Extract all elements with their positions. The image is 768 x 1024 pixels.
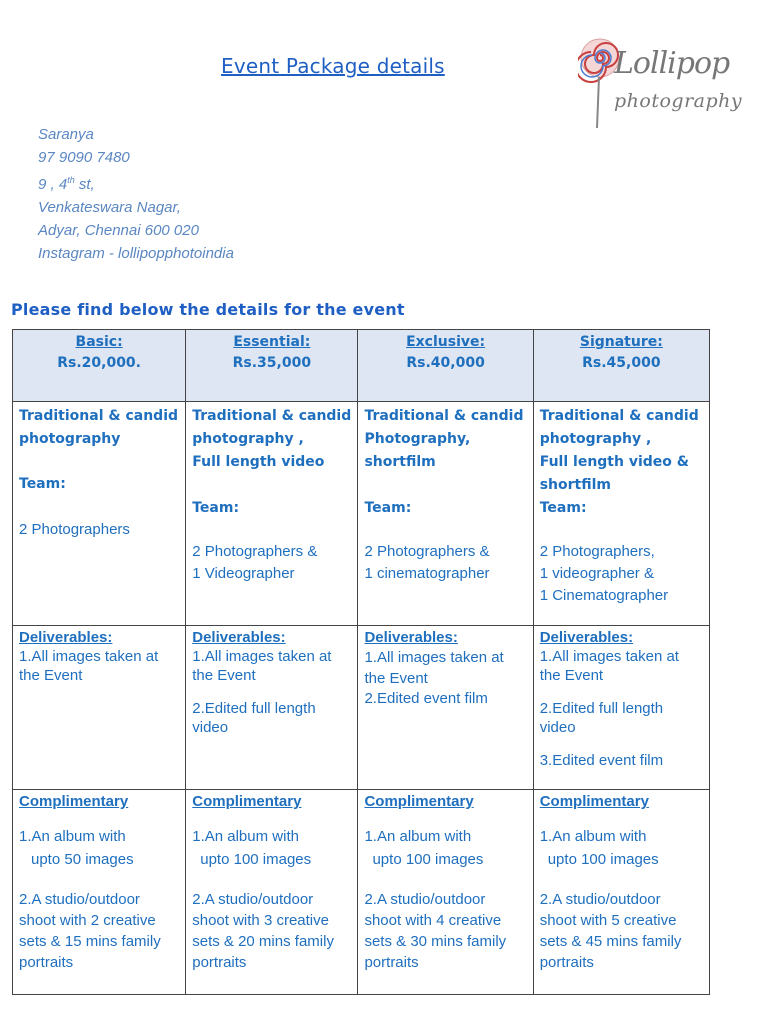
package-header: Basic: Rs.20,000. <box>13 330 186 402</box>
deliverables-cell: Deliverables: 1.All images taken at the Event 2.Edited full length video 3.Edited event film <box>533 626 709 790</box>
complimentary-cell: Complimentary 1.An album with upto 100 images 2.A studio/outdoor shoot with 4 creative sets & 30 mins family portraits <box>358 790 533 995</box>
services-cell: Traditional & candid photography , Full length video & shortfilm Team: 2 Photographers, 1 videographer & 1 Cinematographer <box>533 402 709 626</box>
contact-address-street: 9 , 4th st, <box>38 175 95 193</box>
intro-heading: Please find below the details for the event <box>11 300 405 319</box>
services-cell: Traditional & candid photography , Full length video Team: 2 Photographers & 1 Videographer <box>186 402 358 626</box>
logo-subtext: photography <box>614 90 743 112</box>
services-cell: Traditional & candid photography Team: 2 Photographers <box>13 402 186 626</box>
services-cell: Traditional & candid Photography, shortfilm Team: 2 Photographers & 1 cinematographer <box>358 402 533 626</box>
package-header: Essential: Rs.35,000 <box>186 330 358 402</box>
complimentary-cell: Complimentary 1.An album with upto 100 images 2.A studio/outdoor shoot with 3 creative sets & 20 mins family portraits <box>186 790 358 995</box>
contact-phone: 97 9090 7480 <box>38 149 130 166</box>
package-header: Signature: Rs.45,000 <box>533 330 709 402</box>
logo-text: Lollipop <box>614 46 730 81</box>
deliverables-cell: Deliverables: 1.All images taken at the Event 2.Edited event film <box>358 626 533 790</box>
package-header-row <box>13 330 710 402</box>
package-table <box>12 329 710 995</box>
complimentary-cell: Complimentary 1.An album with upto 100 images 2.A studio/outdoor shoot with 5 creative sets & 45 mins family portraits <box>533 790 709 995</box>
contact-block <box>38 123 234 265</box>
contact-city: Adyar, Chennai 600 020 <box>38 222 199 239</box>
contact-area: Venkateswara Nagar, <box>38 199 181 216</box>
deliverables-row <box>13 626 710 790</box>
complimentary-cell: Complimentary 1.An album with upto 50 images 2.A studio/outdoor shoot with 2 creative sets & 15 mins family portraits <box>13 790 186 995</box>
contact-name: Saranya <box>38 126 94 143</box>
deliverables-cell: Deliverables: 1.All images taken at the Event 2.Edited full length video <box>186 626 358 790</box>
deliverables-cell: Deliverables: 1.All images taken at the Event <box>13 626 186 790</box>
package-header: Exclusive: Rs.40,000 <box>358 330 533 402</box>
services-row <box>13 402 710 626</box>
complimentary-row <box>13 790 710 995</box>
page-title: Event Package details <box>221 54 445 78</box>
contact-instagram: Instagram - lollipopphotoindia <box>38 245 234 262</box>
